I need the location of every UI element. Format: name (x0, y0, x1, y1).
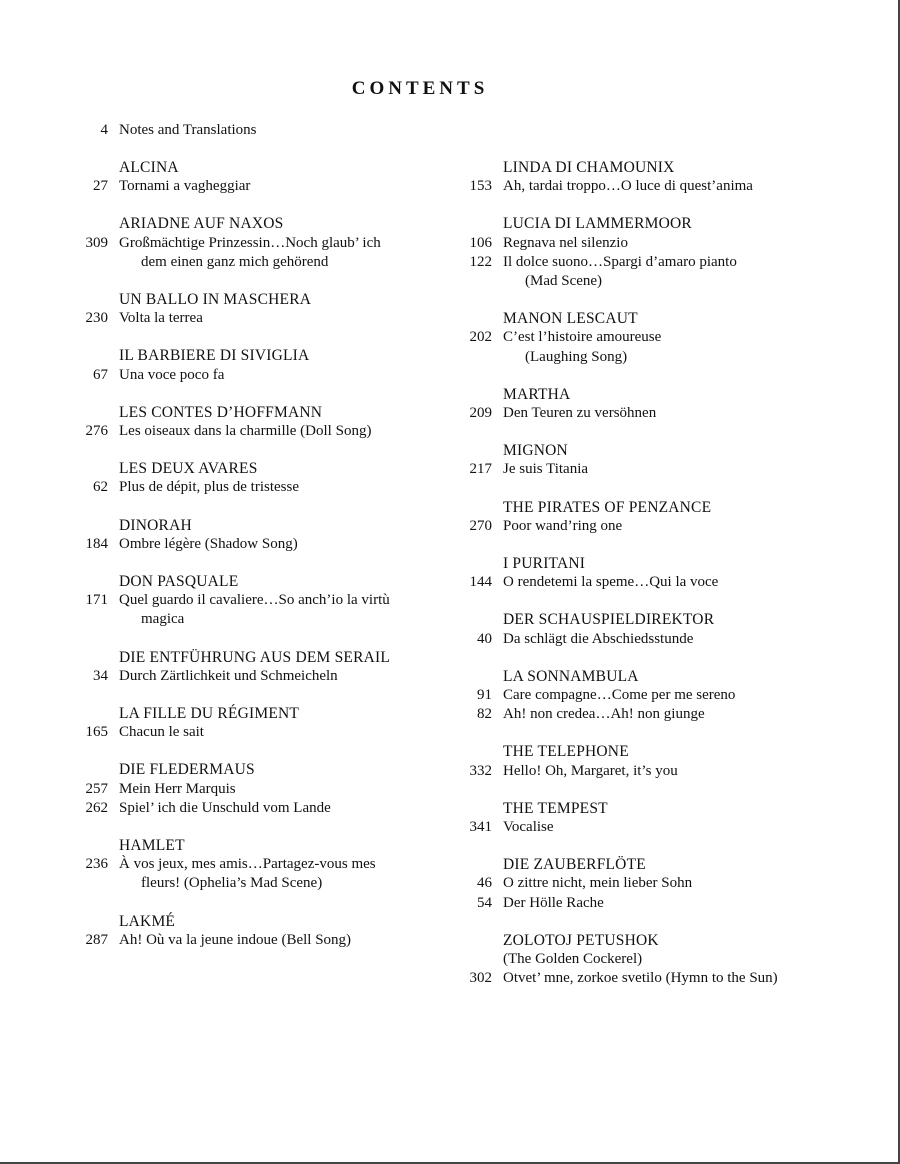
opera-section (460, 214, 840, 291)
aria-entry (460, 573, 840, 592)
aria-entry (76, 723, 456, 742)
page-number: 184 (85, 535, 108, 552)
aria-title-continued: dem einen ganz mich gehörend (141, 253, 329, 270)
aria-title: Quel guardo il cavaliere…So anch’io la virtù magica (108, 591, 456, 629)
page-number: 171 (85, 592, 108, 609)
aria-title: C’est l’histoire amoureuse (Laughing Song) (492, 328, 840, 366)
opera-title: THE TELEPHONE (503, 743, 629, 761)
page-number: 27 (93, 178, 108, 195)
aria-title-continued: fleurs! (Ophelia’s Mad Scene) (141, 875, 323, 892)
page-number: 257 (85, 780, 108, 797)
aria-title: Plus de dépit, plus de tristesse (119, 479, 299, 496)
aria-title: Den Teuren zu versöhnen (503, 405, 657, 422)
aria-entry (460, 253, 840, 291)
aria-title: Regnava nel silenzio (503, 234, 628, 251)
opera-title: MARTHA (503, 385, 571, 403)
aria-title: Großmächtige Prinzessin…Noch glaub’ ich dem einen ganz mich gehörend (108, 234, 456, 272)
aria-entry (460, 234, 840, 253)
opera-section (76, 346, 456, 384)
aria-title: Mein Herr Marquis (119, 780, 236, 797)
page-number: 91 (477, 687, 492, 704)
aria-title: Tornami a vagheggiar (119, 178, 251, 195)
opera-section (460, 385, 840, 423)
page-number: 341 (469, 819, 492, 836)
aria-entry (76, 478, 456, 497)
aria-entry (76, 591, 456, 629)
page-number: 34 (93, 667, 108, 684)
opera-section (76, 648, 456, 686)
page-number: 40 (477, 630, 492, 647)
page-number: 153 (469, 178, 492, 195)
aria-title: Ah, tardai troppo…O luce di quest’anima (503, 178, 753, 195)
aria-title: Da schlägt die Abschiedsstunde (503, 630, 694, 647)
page-number: 106 (469, 234, 492, 251)
opera-title: MANON LESCAUT (503, 310, 638, 328)
page-number: 202 (469, 329, 492, 346)
opera-section (460, 742, 840, 780)
aria-title: Otvet’ mne, zorkoe svetilo (Hymn to the Sun) (503, 970, 778, 987)
opera-section (460, 610, 840, 648)
opera-section (460, 441, 840, 479)
page-number: 262 (85, 799, 108, 816)
aria-entry (460, 686, 840, 705)
page-number: 287 (85, 931, 108, 948)
page-number: 54 (477, 894, 492, 911)
left-column (76, 158, 456, 968)
opera-section (76, 214, 456, 272)
opera-title: LES DEUX AVARES (119, 460, 258, 478)
page-number: 230 (85, 310, 108, 327)
aria-entry (460, 460, 840, 479)
opera-section (76, 760, 456, 818)
opera-title: LINDA DI CHAMOUNIX (503, 159, 675, 176)
opera-section (460, 554, 840, 592)
aria-title: Chacun le sait (119, 724, 204, 741)
opera-title: LA FILLE DU RÉGIMENT (119, 705, 300, 723)
page-number: 276 (85, 423, 108, 440)
aria-title-continued: (Laughing Song) (525, 348, 628, 365)
aria-entry (76, 855, 456, 893)
opera-title: ZOLOTOJ PETUSHOK (503, 931, 659, 949)
opera-title: THE PIRATES OF PENZANCE (503, 498, 712, 516)
aria-entry (460, 517, 840, 536)
aria-entry (76, 422, 456, 441)
opera-title: MIGNON (503, 442, 568, 460)
aria-entry (460, 818, 840, 837)
opera-section (76, 912, 456, 950)
aria-entry (76, 535, 456, 554)
opera-title: DINORAH (119, 516, 192, 534)
aria-entry (460, 969, 840, 988)
opera-title: ALCINA (119, 159, 179, 176)
opera-title: DER SCHAUSPIELDIREKTOR (503, 611, 715, 629)
aria-entry (76, 234, 456, 272)
page-number: 4 (100, 122, 108, 138)
aria-entry (76, 780, 456, 799)
aria-title: Volta la terrea (119, 310, 203, 327)
page-number: 62 (93, 479, 108, 496)
aria-entry (76, 799, 456, 818)
opera-title: I PURITANI (503, 555, 586, 573)
aria-title: Care compagne…Come per me sereno (503, 687, 736, 704)
opera-section (76, 158, 456, 196)
opera-title: UN BALLO IN MASCHERA (119, 291, 312, 309)
aria-entry (460, 762, 840, 781)
opera-title: ARIADNE AUF NAXOS (119, 215, 284, 233)
opera-title: DIE ZAUBERFLÖTE (503, 856, 646, 874)
aria-title: Ah! Où va la jeune indoue (Bell Song) (119, 931, 352, 948)
aria-entry (76, 366, 456, 385)
aria-entry (76, 667, 456, 686)
opera-section (460, 799, 840, 837)
page-number: 332 (469, 762, 492, 779)
aria-title: Ombre légère (Shadow Song) (119, 535, 298, 552)
opera-subtitle: (The Golden Cockerel) (503, 951, 643, 968)
page-number: 270 (469, 517, 492, 534)
aria-title: Je suis Titania (503, 461, 589, 478)
opera-section (460, 158, 840, 196)
aria-title: Ah! non credea…Ah! non giunge (503, 706, 705, 723)
page-number: 46 (477, 875, 492, 892)
intro-entry (76, 120, 456, 140)
right-column (460, 158, 840, 1007)
entry-title: Notes and Translations (119, 122, 257, 138)
page-number: 82 (477, 706, 492, 723)
aria-entry (460, 328, 840, 366)
opera-title: DIE FLEDERMAUS (119, 761, 255, 779)
aria-entry (460, 874, 840, 893)
aria-title: À vos jeux, mes amis…Partagez-vous mes fleurs! (Ophelia’s Mad Scene) (108, 855, 456, 893)
aria-entry (460, 404, 840, 423)
opera-section (76, 403, 456, 441)
aria-title-continued: magica (141, 611, 185, 628)
aria-title: Hello! Oh, Margaret, it’s you (503, 762, 678, 779)
aria-title: Il dolce suono…Spargi d’amaro pianto (Mad Scene) (492, 253, 840, 291)
aria-title: Poor wand’ring one (503, 517, 623, 534)
aria-title: Una voce poco fa (119, 366, 225, 383)
opera-title: LAKMÉ (119, 912, 176, 930)
aria-entry (76, 309, 456, 328)
opera-title: DIE ENTFÜHRUNG AUS DEM SERAIL (119, 648, 391, 666)
opera-section (76, 516, 456, 554)
page-number: 309 (85, 234, 108, 251)
aria-entry (460, 177, 840, 196)
opera-title: HAMLET (119, 837, 185, 855)
aria-entry (460, 630, 840, 649)
opera-section (76, 459, 456, 497)
aria-title: Durch Zärtlichkeit und Schmeicheln (119, 667, 338, 684)
page-number: 165 (85, 724, 108, 741)
aria-entry (76, 931, 456, 950)
opera-section (76, 704, 456, 742)
page-title: CONTENTS (351, 78, 489, 99)
opera-section (76, 572, 456, 630)
opera-section (460, 855, 840, 913)
opera-section (76, 290, 456, 328)
aria-title: Les oiseaux dans la charmille (Doll Song) (119, 423, 372, 440)
page-number: 217 (469, 461, 492, 478)
aria-entry (460, 705, 840, 724)
page-number: 302 (469, 970, 492, 987)
opera-section (460, 309, 840, 367)
aria-title: Der Hölle Rache (503, 894, 604, 911)
aria-title: O rendetemi la speme…Qui la voce (503, 574, 719, 591)
opera-title: LUCIA DI LAMMERMOOR (503, 215, 692, 233)
aria-title: Vocalise (503, 819, 554, 836)
aria-entry (460, 894, 840, 913)
aria-title: Spiel’ ich die Unschuld vom Lande (119, 799, 331, 816)
opera-section (76, 836, 456, 894)
aria-title-continued: (Mad Scene) (525, 273, 603, 290)
aria-entry (76, 177, 456, 196)
page-number: 122 (469, 253, 492, 270)
opera-section (460, 931, 840, 989)
page-number: 209 (469, 405, 492, 422)
aria-title: O zittre nicht, mein lieber Sohn (503, 875, 693, 892)
opera-title: LA SONNAMBULA (503, 667, 639, 685)
opera-title: THE TEMPEST (503, 799, 608, 817)
page-number: 236 (85, 856, 108, 873)
page-number: 67 (93, 366, 108, 383)
opera-section (460, 498, 840, 536)
opera-title: DON PASQUALE (119, 573, 239, 591)
page-number: 144 (469, 574, 492, 591)
opera-title: IL BARBIERE DI SIVIGLIA (119, 347, 310, 365)
opera-section (460, 667, 840, 725)
opera-title: LES CONTES D’HOFFMANN (119, 403, 323, 421)
